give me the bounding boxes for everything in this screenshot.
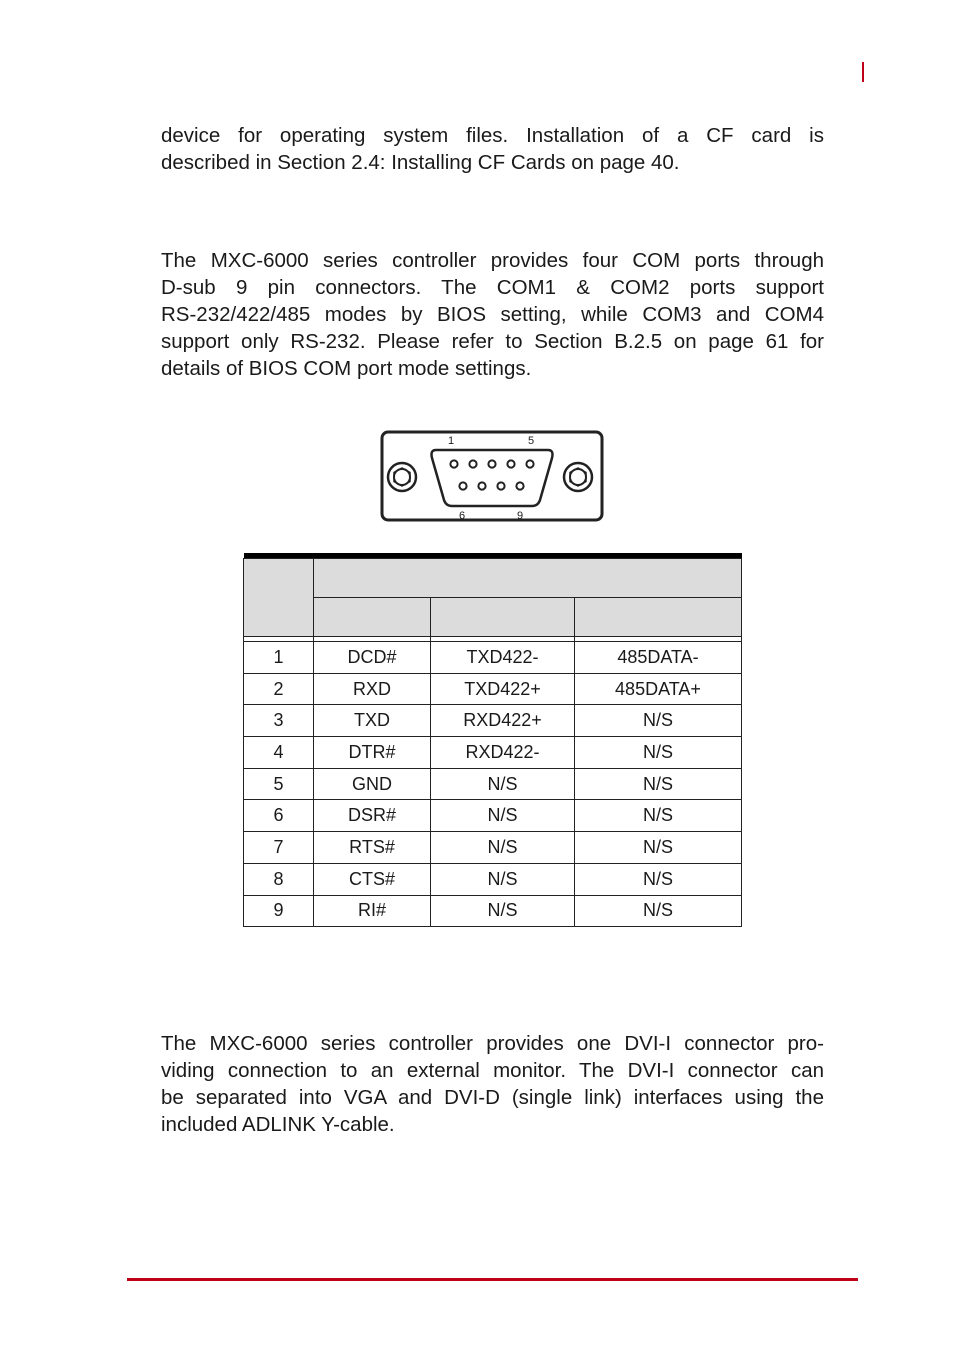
text-line: RS-232/422/485 modes by BIOS setting, while COM3 and COM4 [161, 303, 824, 326]
text-line: be separated into VGA and DVI-D (single link) interfaces using the [161, 1086, 824, 1109]
table-cell: DSR# [314, 800, 431, 832]
table-cell: 1 [244, 642, 314, 674]
header-rs422-cell [431, 598, 575, 637]
table-cell: N/S [431, 800, 575, 832]
table-cell: N/S [575, 800, 742, 832]
table-row [244, 800, 742, 832]
table-row [244, 863, 742, 895]
table-cell: 8 [244, 863, 314, 895]
pin-label-1: 1 [448, 435, 455, 447]
table-cell: 2 [244, 673, 314, 705]
table-cell: TXD [314, 705, 431, 737]
text-line: The MXC-6000 series controller provides four COM ports through [161, 249, 824, 272]
table-cell: RXD422+ [431, 705, 575, 737]
pin-label-6: 6 [459, 510, 466, 522]
table-row [244, 737, 742, 769]
table-cell: GND [314, 768, 431, 800]
table-cell: 3 [244, 705, 314, 737]
table-cell: N/S [575, 863, 742, 895]
pin-label-5: 5 [528, 435, 535, 447]
paragraph-dvi-connector [161, 1030, 824, 1138]
text-line: details of BIOS COM port mode settings. [161, 357, 532, 380]
footer-rule [127, 1278, 858, 1281]
table-cell: TXD422+ [431, 673, 575, 705]
text-line: D-sub 9 pin connectors. The COM1 & COM2 ports support [161, 276, 824, 299]
header-pin-cell [244, 559, 314, 637]
header-rs232-cell [314, 598, 431, 637]
paragraph-com-ports [161, 247, 824, 382]
text-line: viding connection to an external monitor. The DVI-I connector can [161, 1059, 824, 1082]
table-cell: 485DATA+ [575, 673, 742, 705]
text-line: device for operating system files. Installation of a CF card is [161, 124, 824, 147]
table-row [244, 673, 742, 705]
table-cell: RI# [314, 895, 431, 927]
table-row [244, 832, 742, 864]
table-cell: CTS# [314, 863, 431, 895]
table-cell: 485DATA- [575, 642, 742, 674]
table-cell: RXD422- [431, 737, 575, 769]
table-cell: 7 [244, 832, 314, 864]
table-row [244, 642, 742, 674]
table-cell: N/S [431, 863, 575, 895]
table-cell: N/S [431, 895, 575, 927]
table-cell: N/S [431, 832, 575, 864]
table-row [244, 895, 742, 927]
page-edge-marker [862, 62, 864, 82]
table-cell: N/S [575, 705, 742, 737]
table-cell: N/S [431, 768, 575, 800]
screw-left-icon [388, 463, 416, 491]
table-cell: N/S [575, 895, 742, 927]
dsub9-connector-diagram [378, 428, 606, 526]
table-row [244, 705, 742, 737]
header-rs485-cell [575, 598, 742, 637]
text-line: The MXC-6000 series controller provides one DVI-I connector pro- [161, 1032, 824, 1055]
table-cell: N/S [575, 832, 742, 864]
table-cell: DCD# [314, 642, 431, 674]
table-cell: N/S [575, 768, 742, 800]
table-row [244, 768, 742, 800]
table-cell: N/S [575, 737, 742, 769]
screw-right-icon [564, 463, 592, 491]
text-line: described in Section 2.4: Installing CF Cards on page 40. [161, 151, 680, 174]
table-cell: DTR# [314, 737, 431, 769]
com-pin-assignment-table [243, 553, 742, 927]
paragraph-cf-card [161, 122, 824, 176]
header-signal-cell [314, 559, 742, 598]
table-cell: RTS# [314, 832, 431, 864]
table-cell: RXD [314, 673, 431, 705]
table-cell: 9 [244, 895, 314, 927]
table-cell: TXD422- [431, 642, 575, 674]
text-line: support only RS-232. Please refer to Section B.2.5 on page 61 for [161, 330, 824, 353]
table-cell: 5 [244, 768, 314, 800]
table-cell: 6 [244, 800, 314, 832]
table-cell: 4 [244, 737, 314, 769]
text-line: included ADLINK Y-cable. [161, 1113, 395, 1136]
pin-label-9: 9 [517, 510, 524, 522]
